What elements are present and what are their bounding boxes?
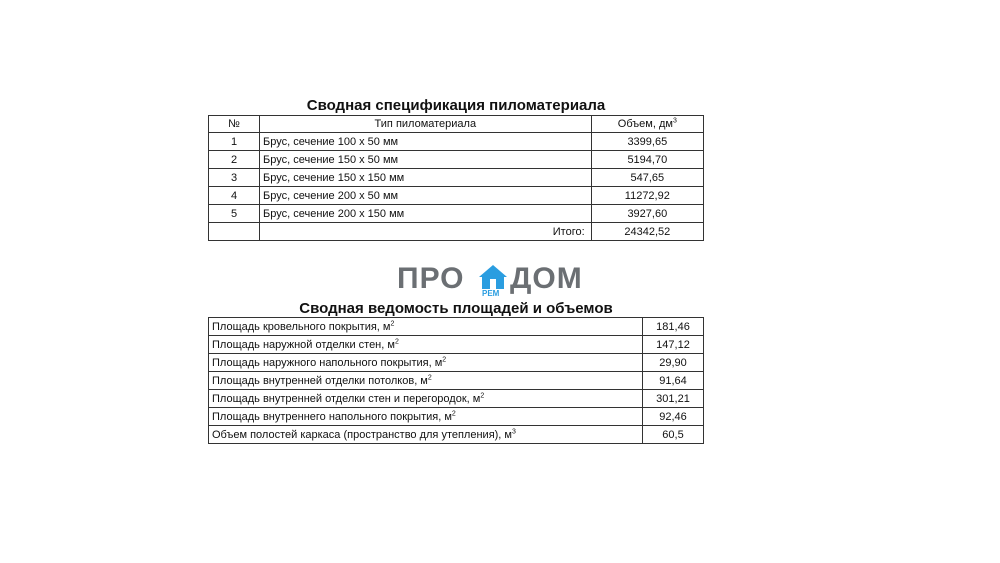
row-type: Брус, сечение 200 х 150 мм (260, 205, 592, 223)
header-volume (591, 116, 703, 133)
area-label-text: Площадь внутренней отделки стен и перегородок, м (212, 392, 481, 405)
table-row (209, 318, 704, 336)
area-label (209, 336, 643, 354)
header-num: № (209, 116, 260, 133)
area-label-sup: 2 (451, 409, 456, 417)
table-header-row (209, 116, 704, 133)
row-type: Брус, сечение 150 х 50 мм (260, 151, 592, 169)
row-volume: 11272,92 (591, 187, 703, 205)
table-row (209, 151, 704, 169)
total-value: 24342,52 (591, 223, 703, 241)
logo-sub-text: РЕМ (482, 289, 500, 298)
table-row (209, 426, 704, 444)
logo-text-left: ПРО (397, 262, 465, 295)
area-label-text: Площадь кровельного покрытия, м (212, 320, 391, 333)
prodom-logo (397, 262, 607, 300)
area-value: 147,12 (643, 336, 704, 354)
table-row (209, 354, 704, 372)
row-volume: 5194,70 (591, 151, 703, 169)
areas-table-title: Сводная ведомость площадей и объемов (299, 300, 613, 317)
area-value: 92,46 (643, 408, 704, 426)
area-label-sup: 2 (390, 319, 395, 327)
row-num: 1 (209, 133, 260, 151)
row-type: Брус, сечение 100 х 50 мм (260, 133, 592, 151)
area-label-text: Площадь наружной отделки стен, м (212, 338, 395, 351)
area-label-sup: 2 (394, 337, 399, 345)
total-row (209, 223, 704, 241)
spec-table-title: Сводная спецификация пиломатериала (306, 97, 606, 114)
area-label (209, 408, 643, 426)
row-num: 2 (209, 151, 260, 169)
row-num: 4 (209, 187, 260, 205)
logo-text-right: ДОМ (510, 262, 583, 295)
area-label (209, 390, 643, 408)
table-row (209, 408, 704, 426)
table-row (209, 133, 704, 151)
row-num: 5 (209, 205, 260, 223)
area-label-text: Площадь внутреннего напольного покрытия, м (212, 410, 452, 423)
area-label (209, 354, 643, 372)
row-volume: 547,65 (591, 169, 703, 187)
row-type: Брус, сечение 200 х 50 мм (260, 187, 592, 205)
table-row (209, 390, 704, 408)
area-label (209, 372, 643, 390)
table-row (209, 336, 704, 354)
area-value: 301,21 (643, 390, 704, 408)
header-volume-sup: 3 (672, 117, 677, 125)
area-value: 29,90 (643, 354, 704, 372)
row-type: Брус, сечение 150 х 150 мм (260, 169, 592, 187)
table-row (209, 205, 704, 223)
areas-volumes-table (208, 317, 704, 444)
area-value: 181,46 (643, 318, 704, 336)
row-volume: 3927,60 (591, 205, 703, 223)
header-type: Тип пиломатериала (260, 116, 592, 133)
table-row (209, 372, 704, 390)
table-row (209, 169, 704, 187)
area-label-text: Объем полостей каркаса (пространство для утепления), м (212, 428, 512, 441)
area-label-sup: 2 (427, 373, 432, 381)
area-label (209, 318, 643, 336)
area-label-text: Площадь внутренней отделки потолков, м (212, 374, 428, 387)
lumber-spec-table (208, 115, 704, 241)
area-label-sup: 3 (512, 427, 516, 435)
total-label: Итого: (260, 223, 592, 241)
area-value: 91,64 (643, 372, 704, 390)
area-value: 60,5 (643, 426, 704, 444)
total-empty-cell (209, 223, 260, 241)
header-volume-text: Объем, дм (617, 118, 673, 130)
row-volume: 3399,65 (591, 133, 703, 151)
area-label-sup: 2 (480, 391, 485, 399)
row-num: 3 (209, 169, 260, 187)
table-row (209, 187, 704, 205)
area-label-text: Площадь наружного напольного покрытия, м (212, 356, 443, 369)
area-label (209, 426, 643, 444)
area-label-sup: 2 (442, 355, 447, 363)
